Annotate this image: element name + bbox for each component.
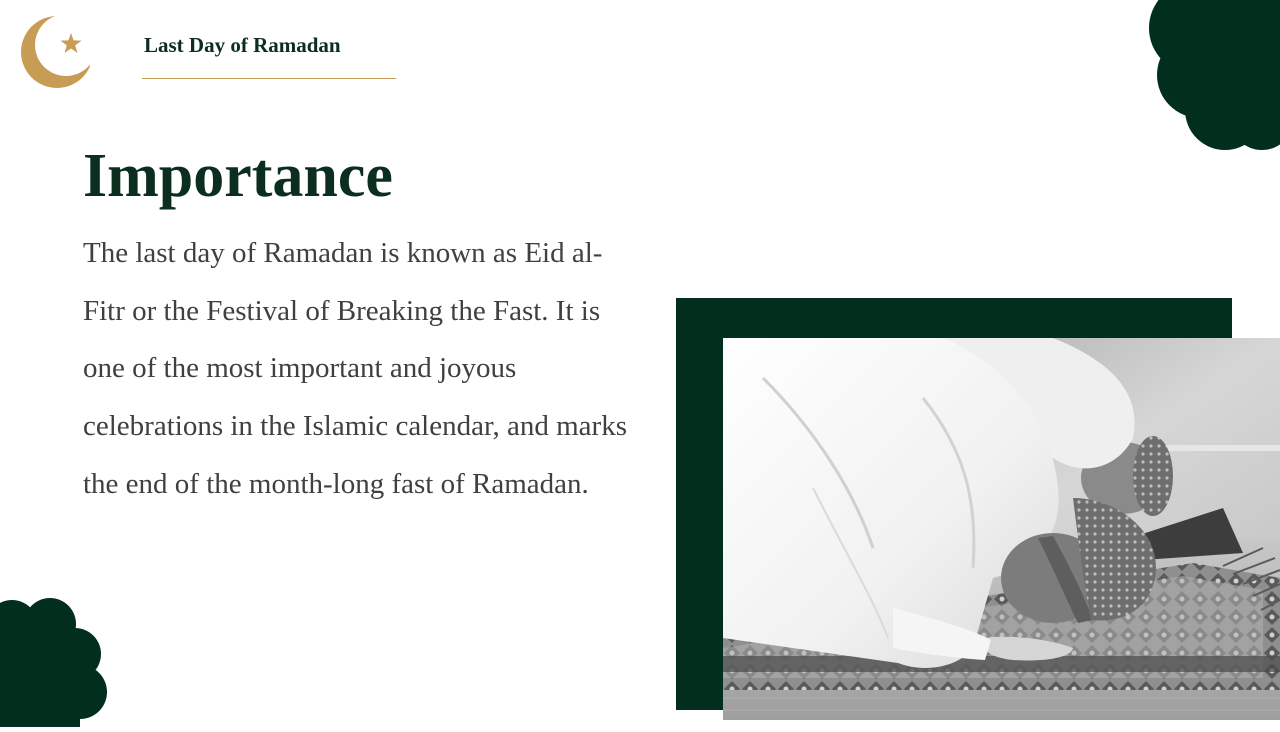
slide-header-title: Last Day of Ramadan <box>144 33 341 57</box>
cloud-decoration-bottom <box>0 592 115 727</box>
prayer-photo <box>723 338 1280 720</box>
slide-body-text: The last day of Ramadan is known as Eid al-Fitr or the Festival of Breaking the Fast. It is one of the most important and joyous celebrations in the Islamic calendar, and marks the end of the month-long fast of Ramadan. <box>83 237 627 500</box>
slide-heading: Importance <box>83 142 393 210</box>
header-divider <box>142 78 396 79</box>
crescent-star-icon <box>18 12 90 92</box>
cloud-decoration-top <box>1140 0 1280 155</box>
